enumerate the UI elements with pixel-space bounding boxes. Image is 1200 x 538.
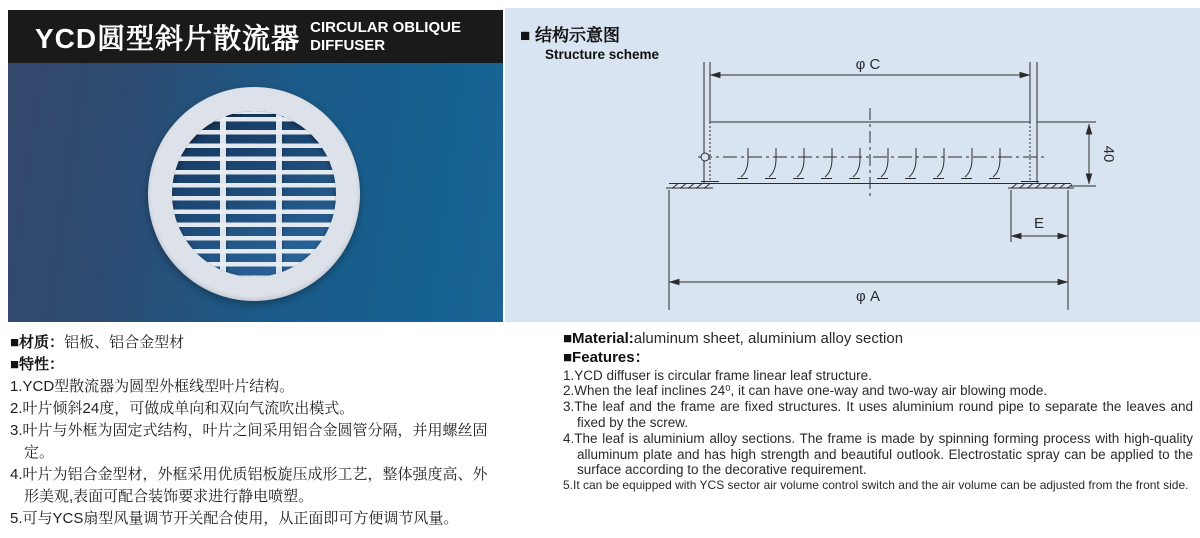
product-title-bar bbox=[8, 10, 503, 63]
diffuser-slats bbox=[172, 111, 336, 277]
feature-item-en-5: 5.It can be equipped with YCS sector air volume control switch and the air volume can be adjusted from the front side. bbox=[563, 478, 1189, 493]
spec-column-en bbox=[563, 331, 1193, 493]
diffuser-louvres bbox=[172, 111, 336, 277]
material-value-en: aluminum sheet, aluminium alloy section bbox=[633, 330, 904, 347]
feature-item-en-4: 4.The leaf is aluminium alloy sections. The frame is made by spinning forming process with high-quality alluminum plate and has high strength and beautiful outlook. Electrostatic spray can be applied to the surface according to the decorative requirement. bbox=[563, 430, 1193, 478]
scheme-heading-en: Structure scheme bbox=[545, 47, 660, 62]
material-label-en: ■Material: bbox=[563, 330, 634, 347]
dim-label-neck-height: 40 bbox=[1100, 145, 1117, 163]
material-label-zh: ■材质： bbox=[10, 334, 65, 351]
features-label-en: ■Features： bbox=[563, 348, 650, 366]
spec-column-zh bbox=[10, 332, 490, 530]
product-photo bbox=[8, 63, 503, 322]
structure-scheme-panel bbox=[505, 8, 1200, 322]
feature-item-zh-3: 3.叶片与外框为固定式结构，叶片之间采用铝合金圆管分隔，并用螺丝固定。 bbox=[10, 422, 488, 461]
feature-item-en-2: 2.When the leaf inclines 24⁰, it can have one-way and two-way air blowing mode. bbox=[563, 383, 1048, 399]
feature-item-zh-4: 4.叶片为铝合金型材，外框采用优质铝板旋压成形工艺，整体强度高、外形美观,表面可配合装饰要求进行静电喷塑。 bbox=[10, 466, 488, 505]
product-title-en-line1: CIRCULAR OBLIQUE bbox=[310, 18, 461, 36]
dim-label-dia-c: φ C bbox=[855, 56, 881, 73]
feature-item-zh-1: 1.YCD型散流器为圆型外框线型叶片结构。 bbox=[10, 378, 295, 395]
features-label-zh: ■特性： bbox=[10, 356, 65, 373]
feature-item-zh-2: 2.叶片倾斜24度，可做成单向和双向气流吹出模式。 bbox=[10, 400, 355, 417]
diffuser-outer-ring bbox=[148, 87, 360, 301]
material-row-zh bbox=[10, 332, 490, 354]
material-value-zh: 铝板、铝合金型材 bbox=[64, 334, 185, 351]
scheme-heading bbox=[520, 21, 659, 62]
product-title-zh: YCD圆型斜片散流器 bbox=[35, 22, 301, 54]
material-row-en bbox=[563, 331, 1193, 347]
scheme-heading-zh: ■ 结构示意图 bbox=[520, 26, 620, 45]
product-title-en-line2: DIFFUSER bbox=[310, 36, 386, 54]
product-title-en bbox=[310, 19, 461, 55]
feature-item-zh-5: 5.可与YCS扇型风量调节开关配合使用，从正面即可方便调节风量。 bbox=[10, 510, 459, 527]
feature-item-en-3: 3.The leaf and the frame are fixed structures. It uses aluminium round pipe to separate the leaves and fixed by the screw. bbox=[563, 399, 1193, 430]
feature-item-en-1: 1.YCD diffuser is circular frame linear leaf structure. bbox=[563, 367, 872, 383]
dim-label-flange-e: E bbox=[1033, 215, 1045, 232]
dim-label-dia-a: φ A bbox=[856, 288, 880, 305]
